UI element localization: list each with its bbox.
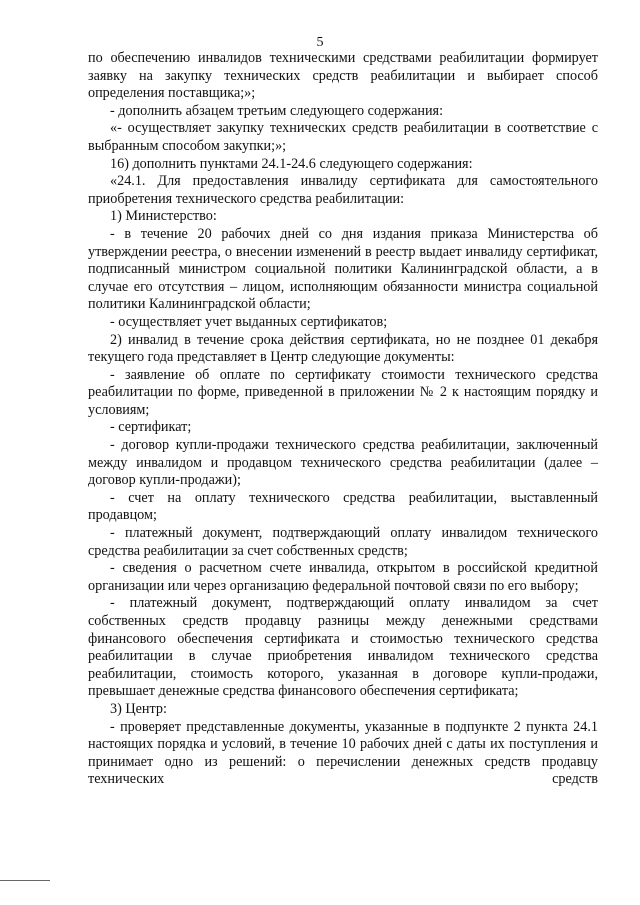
paragraph: - договор купли-продажи технического средства реабилитации, заключенный между инвалидом и продавцом технического средства реабилитации (далее – договор купли-продажи); [88, 437, 598, 489]
document-body [88, 50, 598, 789]
paragraph: - в течение 20 рабочих дней со дня издания приказа Министерства об утверждении реестра, о внесении изменений в реестр выдает инвалиду сертификат, подписанный министром социальной политики Калининградской области, а в случае его отсутствия – лицом, исполняющим обязанности министра социальной политики Калининградской области; [88, 225, 598, 313]
paragraph: - платежный документ, подтверждающий оплату инвалидом технического средства реабилитации за счет собственных средств; [88, 525, 598, 559]
paragraph: - сведения о расчетном счете инвалида, открытом в российской кредитной организации или через организацию федеральной почтовой связи по его выбору; [88, 560, 598, 594]
paragraph: - платежный документ, подтверждающий оплату инвалидом за счет собственных средств продавцу разницы между денежными средствами финансового обеспечения сертификата и стоимостью технического средства реабилитации в случае приобретения инвалидом технического средства реабилитации, стоимость которого, указанная в договоре купли-продажи, превышает денежные средства финансового обеспечения сертификата; [88, 595, 598, 700]
paragraph: «- осуществляет закупку технических средств реабилитации в соответствие с выбранным способом закупки;»; [88, 120, 598, 154]
paragraph: 16) дополнить пунктами 24.1-24.6 следующего содержания: [110, 155, 473, 172]
paragraph: 3) Центр: [110, 700, 167, 717]
paragraph: - счет на оплату технического средства реабилитации, выставленный продавцом; [88, 489, 598, 524]
page-number: 5 [316, 35, 324, 50]
paragraph: - заявление об оплате по сертификату стоимости технического средства реабилитации по форме, приведенной в приложении № 2 к настоящим порядку и условиям; [88, 366, 598, 418]
paragraph: - сертификат; [110, 419, 192, 436]
paragraph: - проверяет представленные документы, указанные в подпункте 2 пункта 24.1 настоящих порядка и условий, в течение 10 рабочих дней с даты их поступления и принимает одно из решений: о перечислении денежных средств продавцу технических средств [88, 718, 598, 788]
paragraph: - дополнить абзацем третьим следующего содержания: [110, 102, 444, 119]
footnote-divider [0, 880, 50, 881]
paragraph: 1) Министерство: [110, 208, 217, 225]
paragraph: «24.1. Для предоставления инвалиду сертификата для самостоятельного приобретения технического средства реабилитации: [88, 173, 598, 207]
paragraph: 2) инвалид в течение срока действия сертификата, но не позднее 01 декабря текущего года представляет в Центр следующие документы: [88, 331, 598, 366]
paragraph: - осуществляет учет выданных сертификатов; [110, 313, 388, 330]
paragraph: по обеспечению инвалидов техническими средствами реабилитации формирует заявку на закупку технических средств реабилитации и выбирает способ определения поставщика;»; [88, 50, 598, 102]
